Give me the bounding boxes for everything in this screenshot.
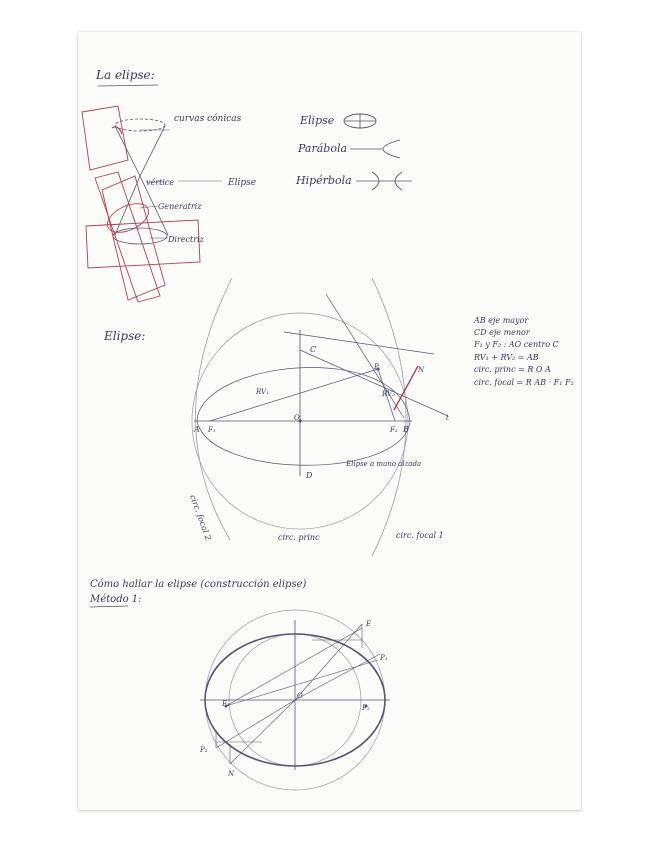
definition-item: F₁ y F₂ : AO centro C [474,340,559,349]
method-underline [90,606,128,607]
construction-label-e: E [366,620,372,628]
conic-legend [295,114,412,190]
label-directrix: Directriz [168,235,204,244]
label-circ-principal: circ. princ [278,533,320,542]
ellipse-figure [192,278,448,556]
definition-item: AB eje mayor [474,316,529,325]
ellipse-note: Elipse a mano alzada [346,460,422,468]
construction-label-f1: F₁ [222,700,230,708]
point-f1: F₁ [208,426,216,434]
page-title: La elipse: [96,68,155,82]
label-ellipse: Elipse [228,178,257,188]
point-f2: F₂ [390,426,398,434]
definitions-list [473,316,574,387]
definition-item: CD eje menor [474,328,530,337]
point-d: D [306,471,313,480]
construction-label-n: N [228,770,235,778]
definition-item: RV₁ + RV₂ = AB [474,353,539,362]
point-o: O [294,414,300,422]
title-underline [98,85,158,86]
label-circ-focal-left: circ. focal 2 [188,493,213,542]
construction-label-p1: P₁ [380,654,388,662]
point-t: t [446,414,449,422]
label-circ-focal-right: circ. focal 1 [396,531,444,540]
section-construction-title: Cómo hallar la elipse (construcción elipse) [90,579,307,590]
point-b: B [403,425,409,434]
point-c: C [310,345,317,354]
parabola-symbol-icon [350,140,400,158]
label-rv2: RV₂ [382,390,395,398]
definition-item: circ. princ = R O A [474,365,551,374]
label-conic-curves: curvas cónicas [174,114,242,124]
construction-label-o: O [297,692,303,700]
ellipse-symbol-icon [344,114,376,128]
point-n: N [418,366,425,374]
legend-hyperbola-label: Hipérbola [296,174,352,187]
label-rv1: RV₁ [256,388,269,396]
legend-parabola-label: Parábola [298,142,348,155]
hyperbola-symbol-icon [356,172,412,190]
legend-elipse-label: Elipse [300,114,335,127]
construction-label-f2: F₂ [362,704,370,712]
label-vertex: vértice [146,178,175,187]
construction-label-p2: P₂ [200,746,208,754]
point-p: P [374,363,379,371]
point-a: A [194,425,200,434]
section-elipse-title: Elipse: [104,329,146,343]
definition-item: circ. focal = R AB · F₁ F₂ [474,378,574,387]
label-generatrix: Generatriz [158,202,202,211]
method-label: Método 1: [90,594,142,605]
